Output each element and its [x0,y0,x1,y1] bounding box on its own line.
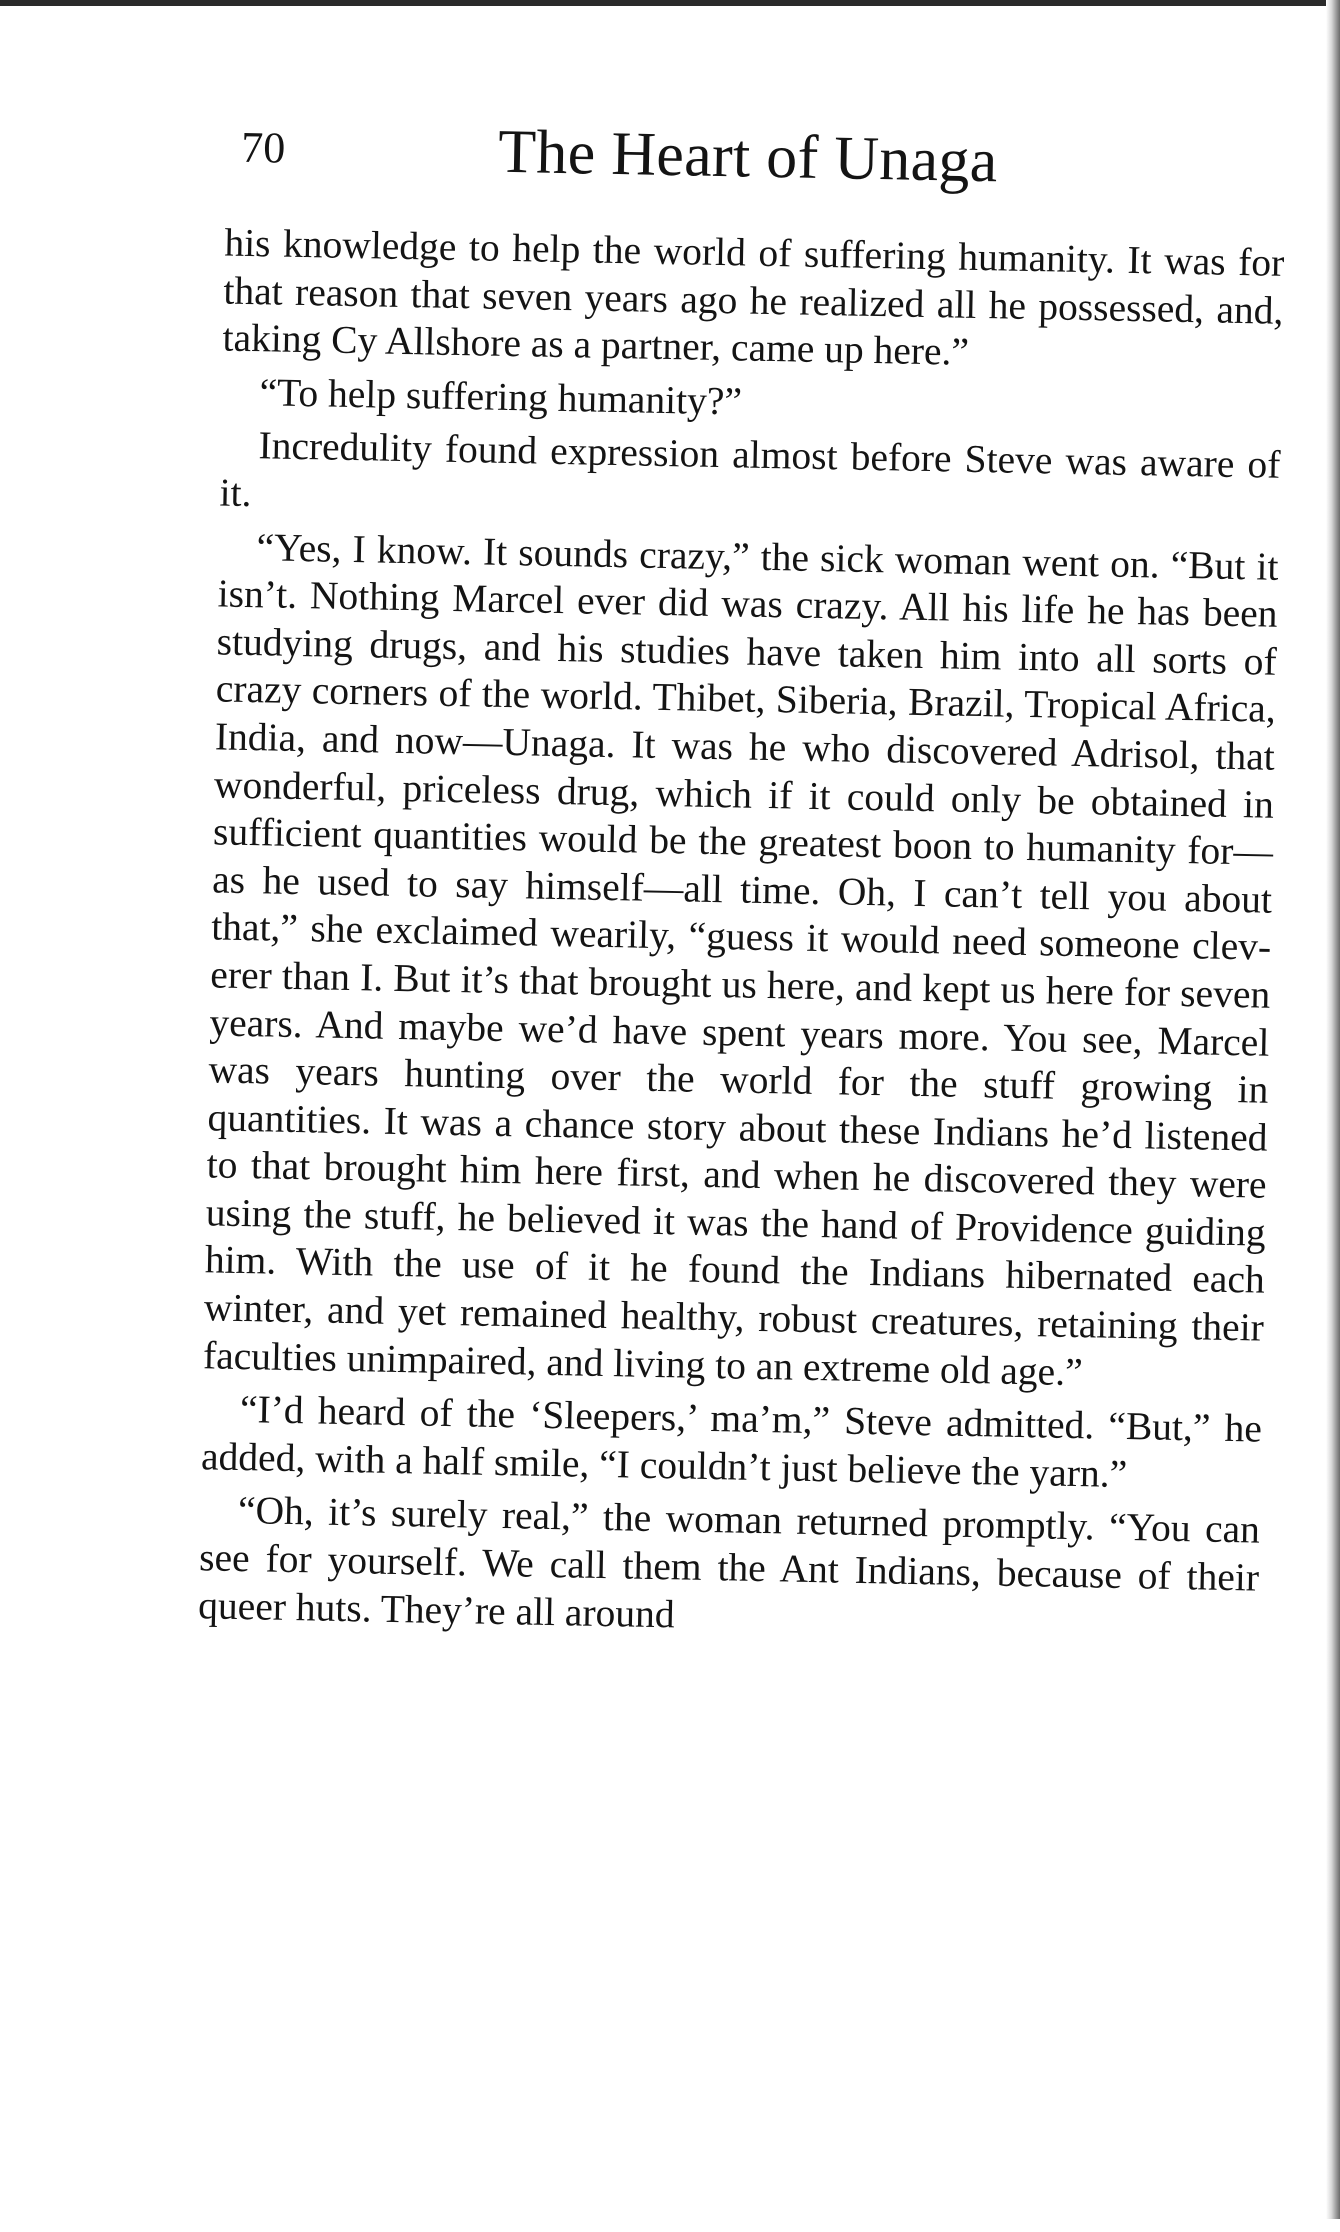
paragraph-1: his knowledge to help the world of suffering humanity. It was for that reason that seven years ago he realized all he possessed, and, taking Cy Allshore as a partner, came up here.” [222,220,1285,374]
paragraph-5: “I’d heard of the ‘Sleepers,’ ma’m,” Steve admitted. “But,” he added, with a half smile, “I couldn’t just believe the yarn.” [200,1387,1263,1496]
paragraph-6: “Oh, it’s surely real,” the woman returned promptly. “You can see for yourself. We call them the Ant Indians, because of their queer huts. They’re all around [197,1488,1261,1637]
body-text [198,220,1285,1656]
paragraph-2: “To help suffering humanity?” [259,369,743,424]
running-title: The Heart of Unaga [497,117,999,196]
page-header [240,112,1291,212]
page-number: 70 [240,122,286,173]
paragraph-4: “Yes, I know. It sounds crazy,” the sick woman went on. “But it isn’t. Nothing Marcel ever did was crazy. All his life he has been studying drugs, and his studies have taken him into all sorts of crazy corners of the world. Thibet, Siberia, Brazil, Tropical Africa, India, and now—Unaga. It was he who discovered Adrisol, that wonderful, priceless drug, which if it could only be obtained in sufficient quantities would be the greatest boon to humanity for—as he used to say himself—all time. Oh, I can’t tell you about that,” she exclaimed wearily, “guess it would need someone cleverer than I. But it’s that brought us here, and kept us here for seven years. And maybe we’d have spent years more. You see, Marcel was years hunting over the world for the stuff growing in quantities. It was a chance story about these Indians he’d listened to that brought him here first, and when he discovered they were using the stuff, he believed it was the hand of Providence guiding him. With the use of it he found the Indians hibernated each winter, and yet remained healthy, robust creatures, retaining their faculties unimpaired, and living to an extreme old age.” [202,524,1279,1394]
paragraph-3: Incredulity found expression almost before Steve was aware of it. [219,423,1281,516]
